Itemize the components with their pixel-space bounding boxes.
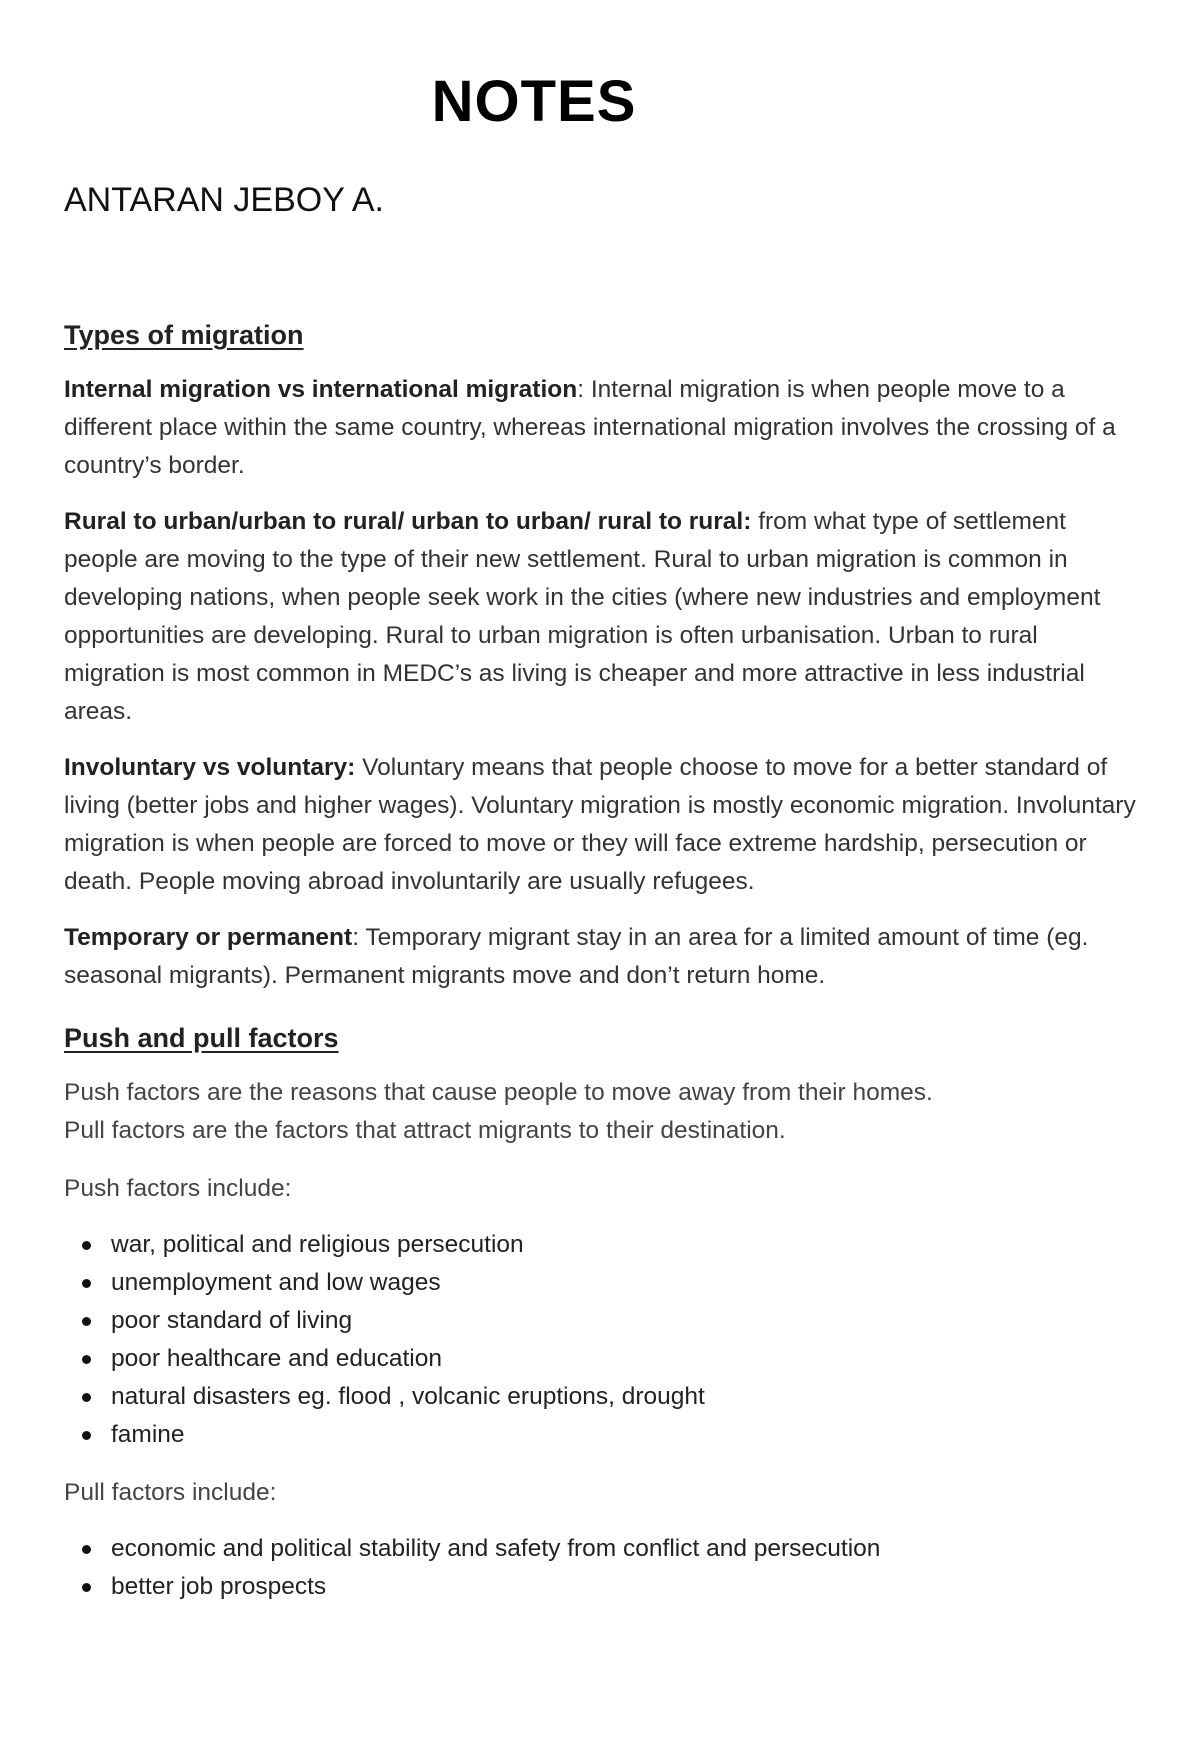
- bullet-icon: [82, 1241, 91, 1250]
- list-item-text: poor standard of living: [111, 1307, 353, 1334]
- bullet-icon: [82, 1355, 91, 1364]
- author-name: ANTARAN JEBOY A.: [64, 181, 384, 219]
- paragraph-temporary-or-permanent: [64, 919, 1144, 995]
- section-heading-types-of-migration: Types of migration: [64, 320, 304, 350]
- list-item: [64, 1530, 1144, 1568]
- list-item-text: poor healthcare and education: [111, 1345, 443, 1372]
- pull-factors-label: Pull factors include:: [64, 1479, 277, 1506]
- term-involuntary-vs-voluntary: Involuntary vs voluntary:: [64, 754, 356, 781]
- bullet-icon: [82, 1431, 91, 1440]
- paragraph-involuntary-vs-voluntary: [64, 749, 1144, 901]
- definition-internal-vs-international: Internal migration is when people move to a different place within the same country, whereas international migration involves the crossing of a country’s border.: [64, 376, 1116, 479]
- term-rural-urban: Rural to urban/urban to rural/ urban to urban/ rural to rural:: [64, 508, 752, 535]
- list-item: [64, 1340, 1144, 1378]
- term-separator: :: [577, 376, 585, 403]
- notes-page: [64, 68, 1144, 1606]
- bullet-icon: [82, 1279, 91, 1288]
- bullet-icon: [82, 1393, 91, 1402]
- document-title: NOTES: [431, 69, 637, 134]
- list-item: [64, 1302, 1144, 1340]
- term-separator: :: [352, 924, 359, 951]
- bullet-icon: [82, 1545, 91, 1554]
- term-internal-vs-international: Internal migration vs international migration: [64, 376, 578, 403]
- term-temporary-or-permanent: Temporary or permanent: [64, 924, 353, 951]
- push-factors-label: Push factors include:: [64, 1175, 292, 1202]
- bullet-icon: [82, 1583, 91, 1592]
- push-factors-definition: Push factors are the reasons that cause people to move away from their homes.: [64, 1079, 933, 1106]
- list-item: [64, 1264, 1144, 1302]
- list-item-text: unemployment and low wages: [111, 1269, 441, 1296]
- list-item: [64, 1568, 1144, 1606]
- list-item-text: famine: [111, 1421, 185, 1448]
- pull-factors-list: [64, 1530, 1144, 1606]
- list-item: [64, 1226, 1144, 1264]
- definition-involuntary-vs-voluntary: Voluntary means that people choose to move for a better standard of living (better jobs and higher wages). Voluntary migration is mostly economic migration. Involuntary migration is when people are forced to move or they will face extreme hardship, persecution or death. People moving abroad involuntarily are usually refugees.: [64, 754, 1136, 895]
- pull-factors-definition: Pull factors are the factors that attract migrants to their destination.: [64, 1117, 786, 1144]
- list-item: [64, 1378, 1144, 1416]
- section-heading-push-and-pull: Push and pull factors: [64, 1023, 339, 1053]
- list-item-text: economic and political stability and safety from conflict and persecution: [111, 1535, 881, 1562]
- push-factors-list: [64, 1226, 1144, 1454]
- push-pull-intro: [64, 1074, 1144, 1150]
- paragraph-rural-urban: [64, 503, 1144, 731]
- list-item: [64, 1416, 1144, 1454]
- list-item-text: natural disasters eg. flood , volcanic eruptions, drought: [111, 1383, 705, 1410]
- list-item-text: better job prospects: [111, 1573, 327, 1600]
- definition-rural-urban: from what type of settlement people are moving to the type of their new settlement. Rural to urban migration is common in developing nations, when people seek work in the cities (where new industries and employment opportunities are developing. Rural to urban migration is often urbanisation. Urban to rural migration is most common in MEDC’s as living is cheaper and more attractive in less industrial areas.: [64, 508, 1101, 725]
- definition-temporary-or-permanent: Temporary migrant stay in an area for a limited amount of time (eg. seasonal migrants). Permanent migrants move and don’t return home.: [64, 924, 1089, 989]
- bullet-icon: [82, 1317, 91, 1326]
- list-item-text: war, political and religious persecution: [111, 1231, 524, 1258]
- paragraph-internal-vs-international: [64, 371, 1144, 485]
